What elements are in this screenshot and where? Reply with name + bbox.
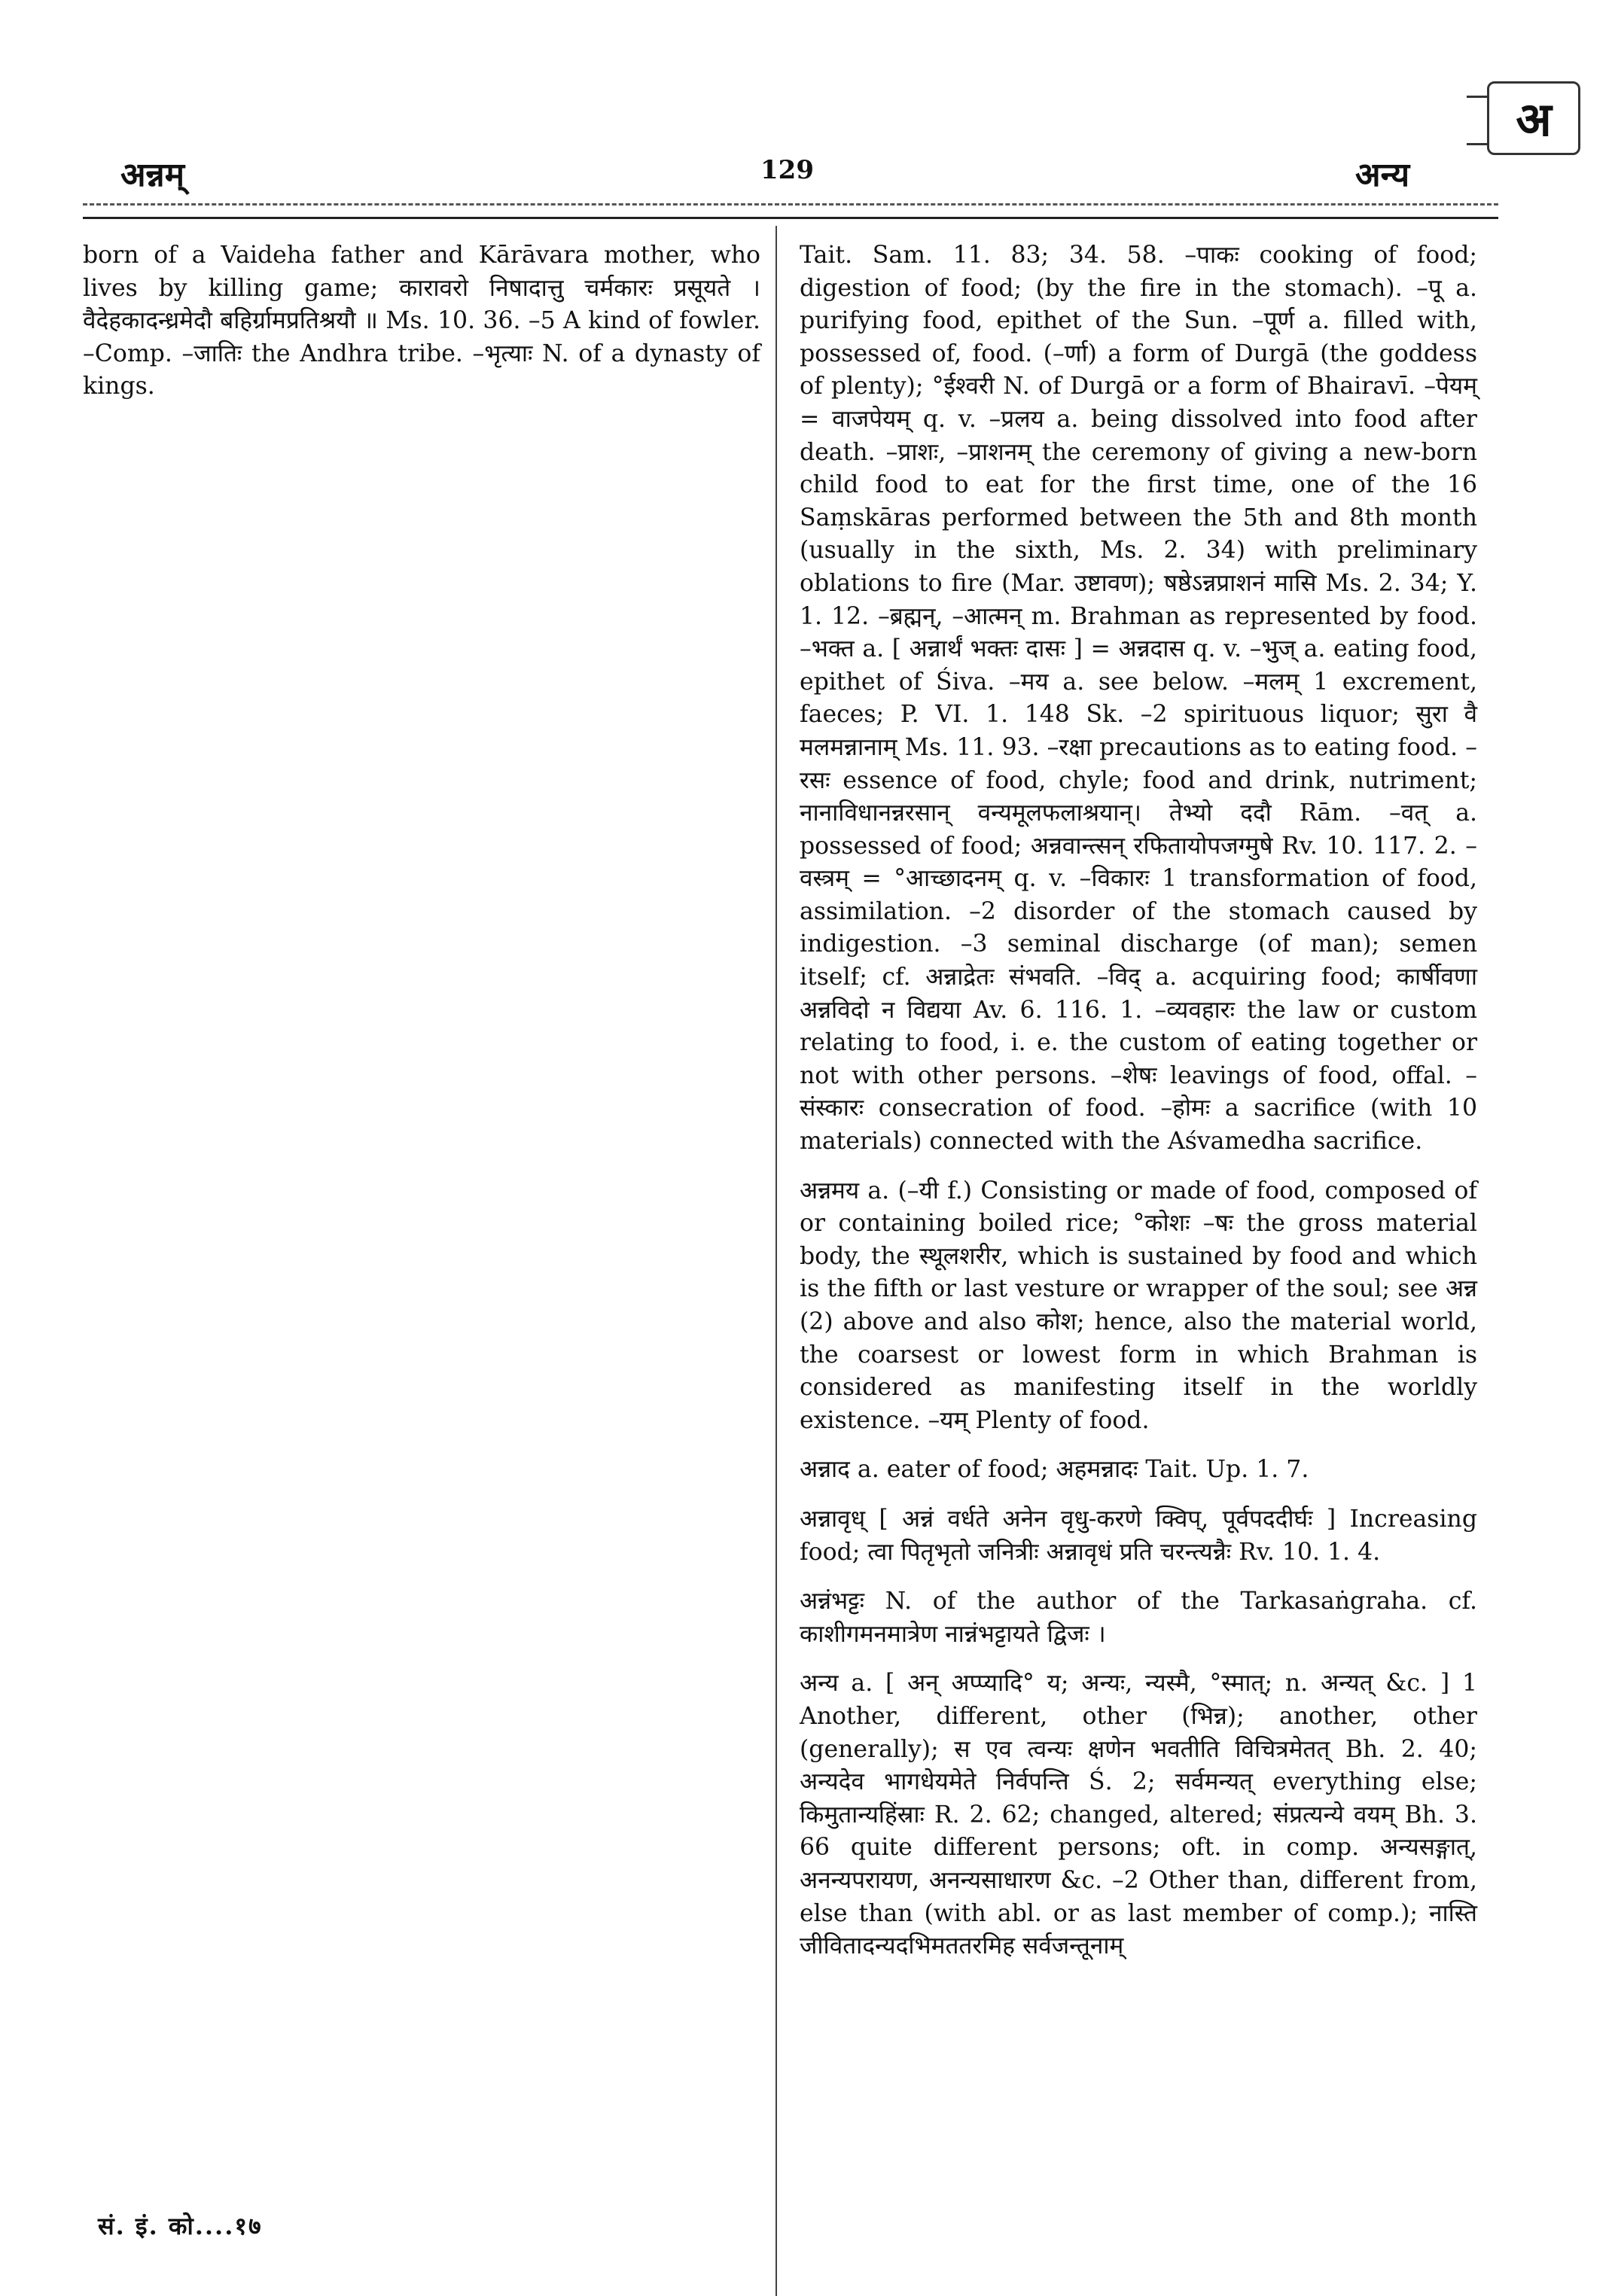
left-column [83, 239, 760, 420]
column-divider [776, 226, 777, 2296]
page-number: 129 [760, 155, 814, 185]
entry-paragraph: Tait. Sam. 11. 83; 34. 58. –पाकः cooking of food; digestion of food; (by the fire in the stomach). –पू a. purifying food, epithet of the Sun. –पूर्ण a. filled with, possessed of, food. (–र्णा) a form of Durgā (the goddess of plenty); °ईश्वरी N. of Durgā or a form of Bhairavī. –पेयम् = वाजपेयम् q. v. –प्रलय a. being dissolved into food after death. –प्राशः, –प्राशनम् the ceremony of giving a new-born child food to eat for the first time, one of the 16 Saṃskāras performed between the 5th and 8th month (usually in the sixth, Ms. 2. 34) with preliminary oblations to fire (Mar. उष्टावण); षष्ठेऽन्नप्राशनं मासि Ms. 2. 34; Y. 1. 12. –ब्रह्मन्, –आत्मन् m. Brahman as represented by food. –भक्त a. [ अन्नार्थं भक्तः दासः ] = अन्नदास q. v. –भुज् a. eating food, epithet of Śiva. –मय a. see below. –मलम् 1 excrement, faeces; P. VI. 1. 148 Sk. –2 spirituous liquor; सुरा वै मलमन्नानाम् Ms. 11. 93. –रक्षा precautions as to eating food. –रसः essence of food, chyle; food and drink, nutriment; नानाविधानन्नरसान् वन्यमूलफलाश्रयान्। तेभ्यो ददौ Rām. –वत् a. possessed of food; अन्नवान्त्सन् रफितायोपजग्मुषे Rv. 10. 117. 2. –वस्त्रम् = °आच्छादनम् q. v. –विकारः 1 transformation of food, assimilation. –2 disorder of the stomach caused by indigestion. –3 seminal discharge (of man); semen itself; cf. अन्नाद्रेतः संभवति. –विद् a. acquiring food; कार्षीवणा अन्नविदो न विद्यया Av. 6. 116. 1. –व्यवहारः the law or custom relating to food, i. e. the custom of eating together or not with other persons. –शेषः leavings of food, offal. –संस्कारः consecration of food. –होमः a sacrifice (with 10 materials) connected with the Aśvamedha sacrifice. [800, 242, 1477, 1156]
entry-annambhatta: अन्नंभट्टः N. of the author of the Tarkasaṅgraha. cf. काशीगमनमात्रेण नान्नंभट्टायते द्विजः । [800, 1588, 1477, 1648]
section-letter-tab: अ [1487, 81, 1580, 155]
right-guide-word: अन्य [1355, 156, 1410, 194]
header-rule [83, 217, 1498, 219]
entry-annamaya: अन्नमय a. (–यी f.) Consisting or made of food, composed of or containing boiled rice; °कोशः –षः the gross material body, the स्थूलशरीर, which is sustained by food and which is the fifth or last vesture or wrapper of the soul; see अन्न (2) above and also कोश; hence, also the material world, the coarsest or lowest form in which Brahman is considered as manifesting itself in the worldly existence. –यम् Plenty of food. [800, 1177, 1477, 1434]
right-column [800, 239, 1477, 1980]
left-guide-word: अन्नम् [120, 156, 185, 194]
entry-annavridh: अन्नावृध् [ अन्नं वर्धते अनेन वृधु-करणे क्विप्, पूर्वपददीर्घः ] Increasing food; त्वा पितृभृतो जनित्रीः अन्नावृधं प्रति चरन्त्यन्नैः Rv. 10. 1. 4. [800, 1505, 1477, 1566]
entry-paragraph: born of a Vaideha father and Kārāvara mother, who lives by killing game; कारावरो निषादात्तु चर्मकारः प्रसूयते । वैदेहकादन्ध्रमेदौ बहिर्ग्रामप्रतिश्रयौ ॥ Ms. 10. 36. –5 A kind of fowler. –Comp. –जातिः the Andhra tribe. –भृत्याः N. of a dynasty of kings. [83, 242, 760, 400]
entry-anya: अन्य a. [ अन् अप्प्यादि° य; अन्यः, न्यस्मै, °स्मात्; n. अन्यत् &c. ] 1 Another, different, other (भिन्न); another, other (generally); स एव त्वन्यः क्षणेन भवतीति विचित्रमेतत् Bh. 2. 40; अन्यदेव भागधेयमेते निर्वपन्ति Ś. 2; सर्वमन्यत् everything else; किमुतान्यहिंस्राः R. 2. 62; changed, altered; संप्रत्यन्ये वयम् Bh. 3. 66 quite different persons; oft. in comp. अन्यसङ्गात्, अनन्यपरायण, अनन्यसाधारण &c. –2 Other than, different from, else than (with abl. or as last member of comp.); नास्ति जीवितादन्यदभिमततरमिह सर्वजन्तूनाम् [800, 1670, 1477, 1960]
header-rule-dashed [83, 203, 1498, 206]
footer-signature: सं. इं. को....१७ [98, 2212, 263, 2240]
entry-annada: अन्नाद a. eater of food; अहमन्नादः Tait. Up. 1. 7. [800, 1456, 1309, 1484]
